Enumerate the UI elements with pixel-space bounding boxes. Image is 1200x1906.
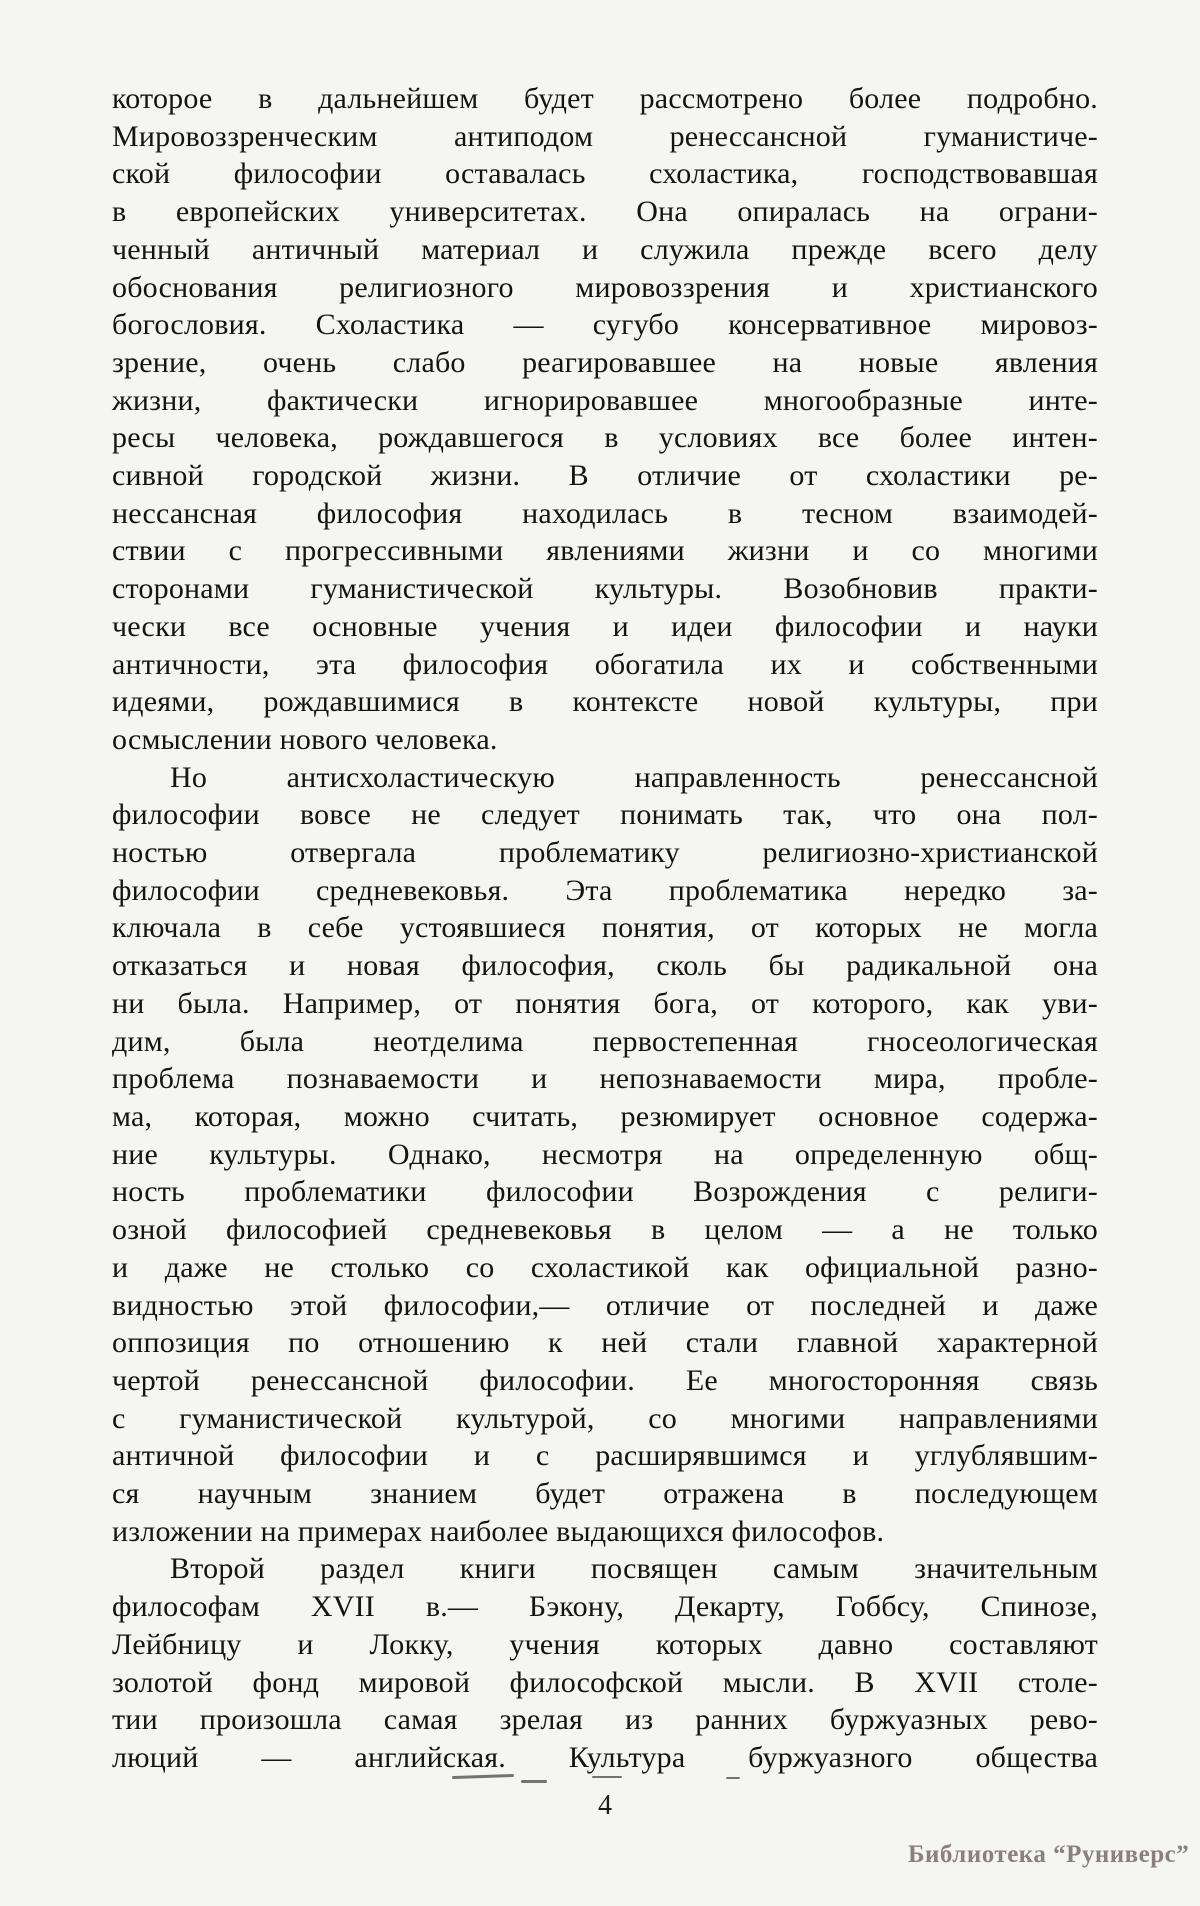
text-line: тии произошла самая зрелая из ранних буржуазных рево- bbox=[112, 1703, 1098, 1737]
text-line: Лейбницу и Локку, учения которых давно составляют bbox=[112, 1627, 1098, 1661]
text-line: ность проблематики философии Возрождения с религи- bbox=[112, 1175, 1098, 1209]
text-line: оппозиция по отношению к ней стали главной характерной bbox=[112, 1326, 1098, 1360]
page-number: 4 bbox=[598, 1790, 612, 1821]
text-line: осмыслении нового человека. bbox=[112, 722, 498, 756]
text-line: сторонами гуманистической культуры. Возобновив практи- bbox=[112, 572, 1098, 606]
text-line: ствии с прогрессивными явлениями жизни и со многими bbox=[112, 534, 1098, 568]
text-line: Но антисхоластическую направленность ренессансной bbox=[170, 760, 1098, 794]
text-line: Мировоззренческим антиподом ренессансной гуманистиче- bbox=[112, 119, 1098, 153]
text-line: ской философии оставалась схоластика, господствовавшая bbox=[112, 157, 1098, 191]
text-line: чертой ренессансной философии. Ее многосторонняя связь bbox=[112, 1363, 1098, 1397]
text-line: философам XVII в.— Бэкону, Декарту, Гоббсу, Спинозе, bbox=[112, 1590, 1098, 1624]
text-line: ресы человека, рождавшегося в условиях все более интен- bbox=[112, 421, 1098, 455]
text-line: с гуманистической культурой, со многими направлениями bbox=[112, 1401, 1098, 1435]
text-line: ся научным знанием будет отражена в последующем bbox=[112, 1477, 1098, 1511]
text-line: проблема познаваемости и непознаваемости мира, пробле- bbox=[112, 1062, 1098, 1096]
text-line: ностью отвергала проблематику религиозно-христианской bbox=[112, 836, 1098, 870]
text-line: жизни, фактически игнорировавшее многообразные инте- bbox=[112, 383, 1098, 417]
text-line: отказаться и новая философия, сколь бы радикальной она bbox=[112, 949, 1098, 983]
text-line: озной философией средневековья в целом — а не только bbox=[112, 1213, 1098, 1247]
text-line: античной философии и с расширявшимся и углублявшим- bbox=[112, 1439, 1098, 1473]
page-body-text bbox=[112, 80, 1098, 1777]
ink-smudge bbox=[726, 1777, 740, 1779]
text-line: богословия. Схоластика — сугубо консервативное мировоз- bbox=[112, 308, 1098, 342]
text-line: дим, была неотделима первостепенная гносеологическая bbox=[112, 1024, 1098, 1058]
text-line: ни была. Например, от понятия бога, от которого, как уви- bbox=[112, 986, 1098, 1020]
text-line: в европейских университетах. Она опиралась на ограни- bbox=[112, 195, 1098, 229]
text-line: идеями, рождавшимися в контексте новой культуры, при bbox=[112, 685, 1098, 719]
text-line: ключала в себе устоявшиеся понятия, от которых не могла bbox=[112, 911, 1098, 945]
text-line: сивной городской жизни. В отличие от схоластики ре- bbox=[112, 459, 1098, 493]
text-line: которое в дальнейшем будет рассмотрено более подробно. bbox=[112, 82, 1098, 115]
text-line: обоснования религиозного мировоззрения и христианского bbox=[112, 270, 1098, 304]
text-line: ние культуры. Однако, несмотря на определенную общ- bbox=[112, 1137, 1098, 1171]
text-line: и даже не столько со схоластикой как официальной разно- bbox=[112, 1250, 1098, 1284]
text-line: философии средневековья. Эта проблематика нередко за- bbox=[112, 873, 1098, 907]
text-line: люций — английская. Культура буржуазного общества bbox=[112, 1740, 1098, 1774]
library-watermark: Библиотека “Руниверс” bbox=[908, 1841, 1190, 1868]
ink-smudge bbox=[592, 1776, 622, 1778]
text-line: изложении на примерах наиболее выдающихся философов. bbox=[112, 1514, 885, 1548]
text-line: Второй раздел книги посвящен самым значительным bbox=[170, 1552, 1098, 1586]
text-line: ма, которая, можно считать, резюмирует основное содержа- bbox=[112, 1099, 1098, 1133]
text-line: философии вовсе не следует понимать так, что она пол- bbox=[112, 798, 1098, 832]
ink-smudge bbox=[521, 1780, 547, 1783]
text-line: ченный античный материал и служила прежде всего делу bbox=[112, 232, 1098, 266]
text-line: чески все основные учения и идеи философии и науки bbox=[112, 609, 1098, 643]
text-line: золотой фонд мировой философской мысли. В XVII столе- bbox=[112, 1665, 1098, 1699]
text-line: зрение, очень слабо реагировавшее на новые явления bbox=[112, 345, 1098, 379]
text-line: нессансная философия находилась в тесном взаимодей- bbox=[112, 496, 1098, 530]
text-line: античности, эта философия обогатила их и собственными bbox=[112, 647, 1098, 681]
text-line: видностью этой философии,— отличие от последней и даже bbox=[112, 1288, 1098, 1322]
